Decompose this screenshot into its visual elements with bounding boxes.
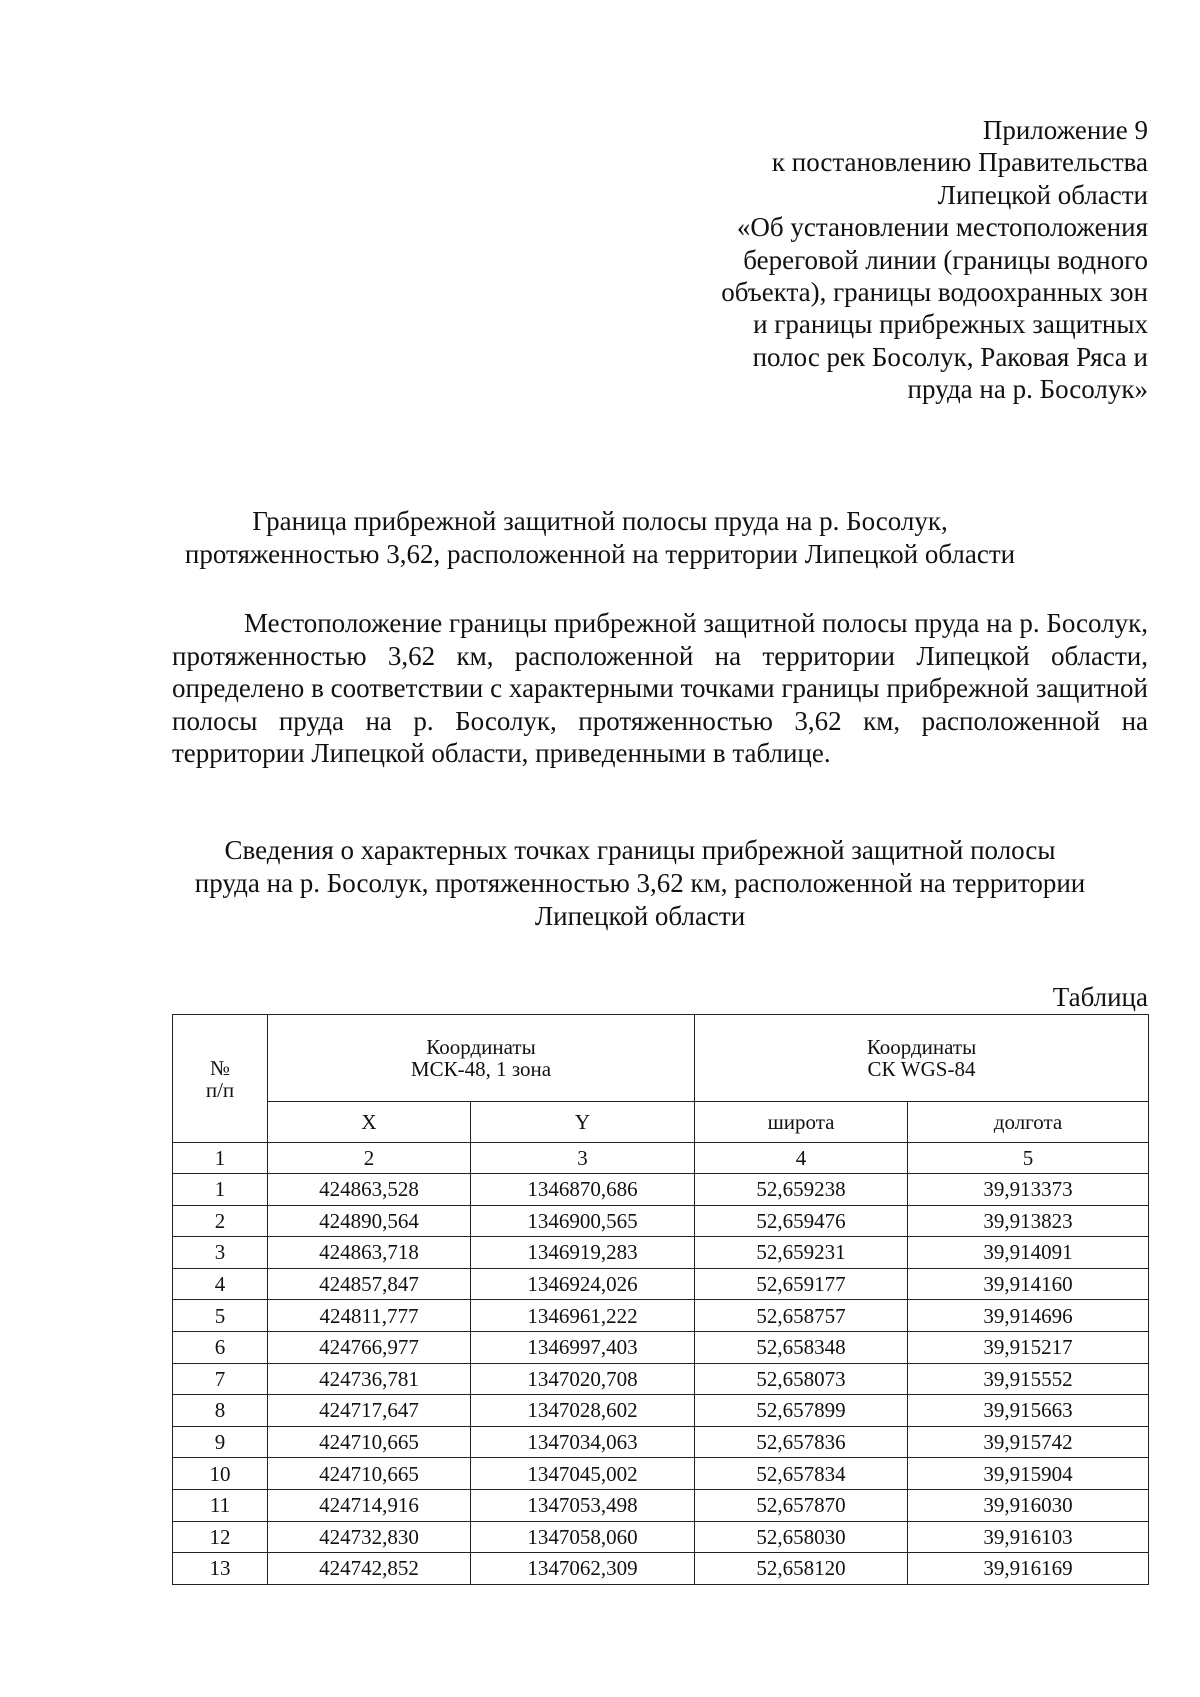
table-row [173,1205,1149,1237]
table-cell: 1347058,060 [471,1521,695,1553]
appendix-line: пруда на р. Босолук» [907,374,1148,405]
table-cell: 52,657836 [695,1426,908,1458]
table-cell: 39,916030 [908,1489,1149,1521]
header-msk: Координаты МСК-48, 1 зона [268,1015,695,1102]
table-cell: 1346997,403 [471,1331,695,1363]
table-cell: 7 [173,1363,268,1395]
table-cell: 1347034,063 [471,1426,695,1458]
table-cell: 424766,977 [268,1331,471,1363]
table-cell: 424736,781 [268,1363,471,1395]
table-cell: 1347053,498 [471,1489,695,1521]
column-number: 1 [173,1143,268,1174]
table-cell: 10 [173,1458,268,1490]
table-cell: 11 [173,1489,268,1521]
table-row [173,1426,1149,1458]
table-cell: 1347020,708 [471,1363,695,1395]
table-cell: 39,914696 [908,1300,1149,1332]
table-cell: 52,659231 [695,1237,908,1269]
table-row [173,1331,1149,1363]
table-cell: 424710,665 [268,1458,471,1490]
table-cell: 52,658073 [695,1363,908,1395]
table-row [173,1521,1149,1553]
appendix-header [628,114,1148,406]
appendix-line: «Об установлении местоположения [736,212,1148,243]
table-cell: 39,915552 [908,1363,1149,1395]
table-cell: 12 [173,1521,268,1553]
table-cell: 9 [173,1426,268,1458]
column-number: 4 [695,1143,908,1174]
table-cell: 52,658757 [695,1300,908,1332]
table-cell: 52,659177 [695,1268,908,1300]
table-cell: 52,657834 [695,1458,908,1490]
appendix-line: полос рек Босолук, Раковая Ряса и [752,341,1148,372]
table-cell: 39,915742 [908,1426,1149,1458]
table-cell: 3 [173,1237,268,1269]
appendix-line: Липецкой области [937,179,1148,210]
appendix-line: объекта), границы водоохранных зон [721,277,1148,308]
table-cell: 1346900,565 [471,1205,695,1237]
table-cell: 39,916103 [908,1521,1149,1553]
table-row [173,1489,1149,1521]
table-row [173,1458,1149,1490]
header-x: X [268,1102,471,1143]
table-label: Таблица [1052,982,1148,1012]
table-cell: 13 [173,1553,268,1585]
table-cell: 39,916169 [908,1553,1149,1585]
table-cell: 424811,777 [268,1300,471,1332]
table-cell: 39,915663 [908,1395,1149,1427]
body-paragraph: Местоположение границы прибрежной защитной полосы пруда на р. Босолук, протяженностью 3,62 км, расположенной на территории Липецкой области, определено в соответствии с характерными точками границы прибрежной защитной полосы пруда на р. Босолук, протяженностью 3,62 км, расположенной на территории Липецкой области, приведенными в таблице. [172,608,1148,768]
table-cell: 424710,665 [268,1426,471,1458]
table-cell: 52,659476 [695,1205,908,1237]
table-cell: 52,658030 [695,1521,908,1553]
table-cell: 424732,830 [268,1521,471,1553]
table-cell: 1346924,026 [471,1268,695,1300]
table-cell: 424742,852 [268,1553,471,1585]
document-title [120,505,1080,571]
table-cell: 39,913373 [908,1174,1149,1206]
appendix-line: Приложение 9 [982,115,1148,145]
table-cell: 52,659238 [695,1174,908,1206]
table-cell: 39,914091 [908,1237,1149,1269]
table-cell: 8 [173,1395,268,1427]
table-cell: 1347045,002 [471,1458,695,1490]
header-y: Y [471,1102,695,1143]
table-cell: 1346919,283 [471,1237,695,1269]
table-cell: 52,657899 [695,1395,908,1427]
table-cell: 52,658120 [695,1553,908,1585]
table-cell: 39,915217 [908,1331,1149,1363]
table-cell: 424890,564 [268,1205,471,1237]
header-wgs: Координаты СК WGS-84 [695,1015,1149,1102]
title-line-1: Граница прибрежной защитной полосы пруда на р. Босолук, [252,506,948,536]
column-number: 5 [908,1143,1149,1174]
table-cell: 4 [173,1268,268,1300]
table-cell: 1 [173,1174,268,1206]
header-num: № п/п [173,1015,268,1143]
column-number: 2 [268,1143,471,1174]
table-cell: 39,913823 [908,1205,1149,1237]
table-cell: 424863,718 [268,1237,471,1269]
table-row [173,1363,1149,1395]
table-cell: 424863,528 [268,1174,471,1206]
table-cell: 6 [173,1331,268,1363]
table-cell: 1347062,309 [471,1553,695,1585]
table-cell: 39,915904 [908,1458,1149,1490]
header-lon: долгота [908,1102,1149,1143]
appendix-line: и границы прибрежных защитных [753,309,1148,340]
title-line-2: протяженностью 3,62, расположенной на территории Липецкой области [184,539,1016,569]
table-cell: 1346870,686 [471,1174,695,1206]
table-cell: 52,658348 [695,1331,908,1363]
coordinates-table [172,1014,1149,1585]
table-row [173,1300,1149,1332]
table-cell: 5 [173,1300,268,1332]
header-lat: широта [695,1102,908,1143]
table-cell: 39,914160 [908,1268,1149,1300]
table-cell: 2 [173,1205,268,1237]
table-cell: 1347028,602 [471,1395,695,1427]
appendix-line: береговой линии (границы водного [743,244,1148,275]
table-cell: 424857,847 [268,1268,471,1300]
table-cell: 52,657870 [695,1489,908,1521]
column-number: 3 [471,1143,695,1174]
table-heading: Сведения о характерных точках границы прибрежной защитной полосы пруда на р. Босолук, протяженностью 3,62 км, расположенной на территории Липецкой области [194,835,1086,931]
table-cell: 1346961,222 [471,1300,695,1332]
table-row [173,1553,1149,1585]
table-cell: 424714,916 [268,1489,471,1521]
table-row [173,1174,1149,1206]
table-cell: 424717,647 [268,1395,471,1427]
table-row [173,1237,1149,1269]
table-row [173,1395,1149,1427]
column-number-row [173,1143,1149,1174]
appendix-line: к постановлению Правительства [771,147,1148,178]
table-row [173,1268,1149,1300]
